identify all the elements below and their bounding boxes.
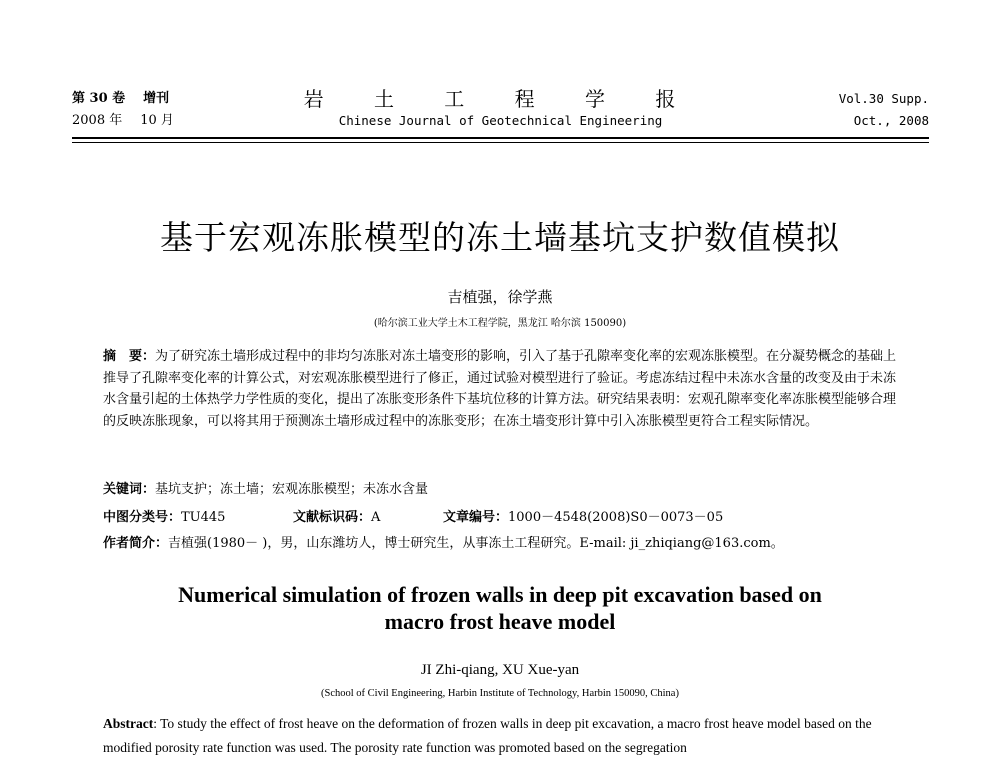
volume-info-en: [839, 88, 929, 132]
year-label: 2008 年: [72, 113, 123, 128]
author-bio-label: 作者简介：: [103, 536, 169, 551]
author-bio-text: 吉植强(1980－ )，男，山东潍坊人，博士研究生，从事冻土工程研究。E-mail: ji_zhiqiang@163.com。: [168, 536, 784, 551]
volume-en: Vol.30 Supp.: [838, 91, 929, 106]
abstract-cn-text: 为了研究冻土墙形成过程中的非均匀冻胀对冻土墙变形的影响，引入了基于孔隙率变化率的宏观冻胀模型。在分凝势概念的基础上推导了孔隙率变化率的计算公式，对宏观冻胀模型进行了修正，通过试验对模型进行了验证。考虑冻结过程中未冻水含量的改变及由于未冻水含量引起的土体热学力学性质的变化，提出了冻胀变形条件下基坑位移的计算方法。研究结果表明：宏观孔隙率变化率冻胀模型能够合理的反映冻胀现象，可以将其用于预测冻土墙形成过程中的冻胀变形；在冻土墙变形计算中引入冻胀模型更符合工程实际情况。: [103, 349, 897, 429]
doc-code-value: A: [371, 510, 381, 525]
abstract-en-label: Abstract: [103, 716, 154, 731]
paper-title-en: [0, 581, 1000, 635]
abstract-cn-label: 摘 要：: [103, 349, 156, 364]
abstract-cn: [103, 346, 903, 432]
header-rule-thin: [72, 142, 929, 143]
article-no-label: 文章编号：: [443, 510, 509, 525]
journal-header: [72, 88, 929, 134]
keywords: [103, 478, 428, 497]
clc-label: 中图分类号：: [103, 510, 182, 525]
abstract-en-text: : To study the effect of frost heave on the deformation of frozen walls in deep pit excavation, a macro frost heave model based on the modified porosity rate function was used. The porosity rate function was promoted based on the segregation: [103, 716, 872, 755]
article-no-value: 1000－4548(2008)S0－0073－05: [508, 510, 724, 525]
doc-code-label: 文献标识码：: [293, 510, 372, 525]
affiliation-en: (School of Civil Engineering, Harbin Institute of Technology, Harbin 150090, China): [321, 688, 679, 699]
header-rule-thick: [72, 137, 929, 139]
authors-en: JI Zhi-qiang, XU Xue-yan: [420, 662, 580, 678]
authors-cn: 吉植强，徐学燕: [447, 288, 553, 306]
date-en: Oct., 2008: [853, 113, 929, 128]
paper-title-cn: 基于宏观冻胀模型的冻土墙基坑支护数值模拟: [160, 218, 840, 257]
journal-name-cn: 岩 土 工 程 学 报: [303, 87, 698, 111]
journal-name-en: Chinese Journal of Geotechnical Engineering: [338, 113, 663, 128]
abstract-en: [103, 712, 903, 760]
clc-value: TU445: [181, 510, 226, 525]
paper-title-en-line2: macro frost heave model: [384, 609, 616, 634]
month-label: 10 月: [140, 113, 174, 128]
classification-row: [103, 506, 723, 525]
paper-title-en-line1: Numerical simulation of frozen walls in deep pit excavation based on: [178, 582, 822, 607]
keywords-label: 关键词：: [103, 482, 156, 497]
journal-name: [72, 88, 929, 132]
keywords-text: 基坑支护；冻土墙；宏观冻胀模型；未冻水含量: [155, 482, 429, 497]
supplement-label: 增刊: [143, 91, 170, 106]
author-bio: [103, 532, 784, 551]
affiliation-cn: (哈尔滨工业大学土木工程学院，黑龙江 哈尔滨 150090): [373, 318, 627, 329]
volume-label: 第 30 卷: [72, 91, 126, 106]
